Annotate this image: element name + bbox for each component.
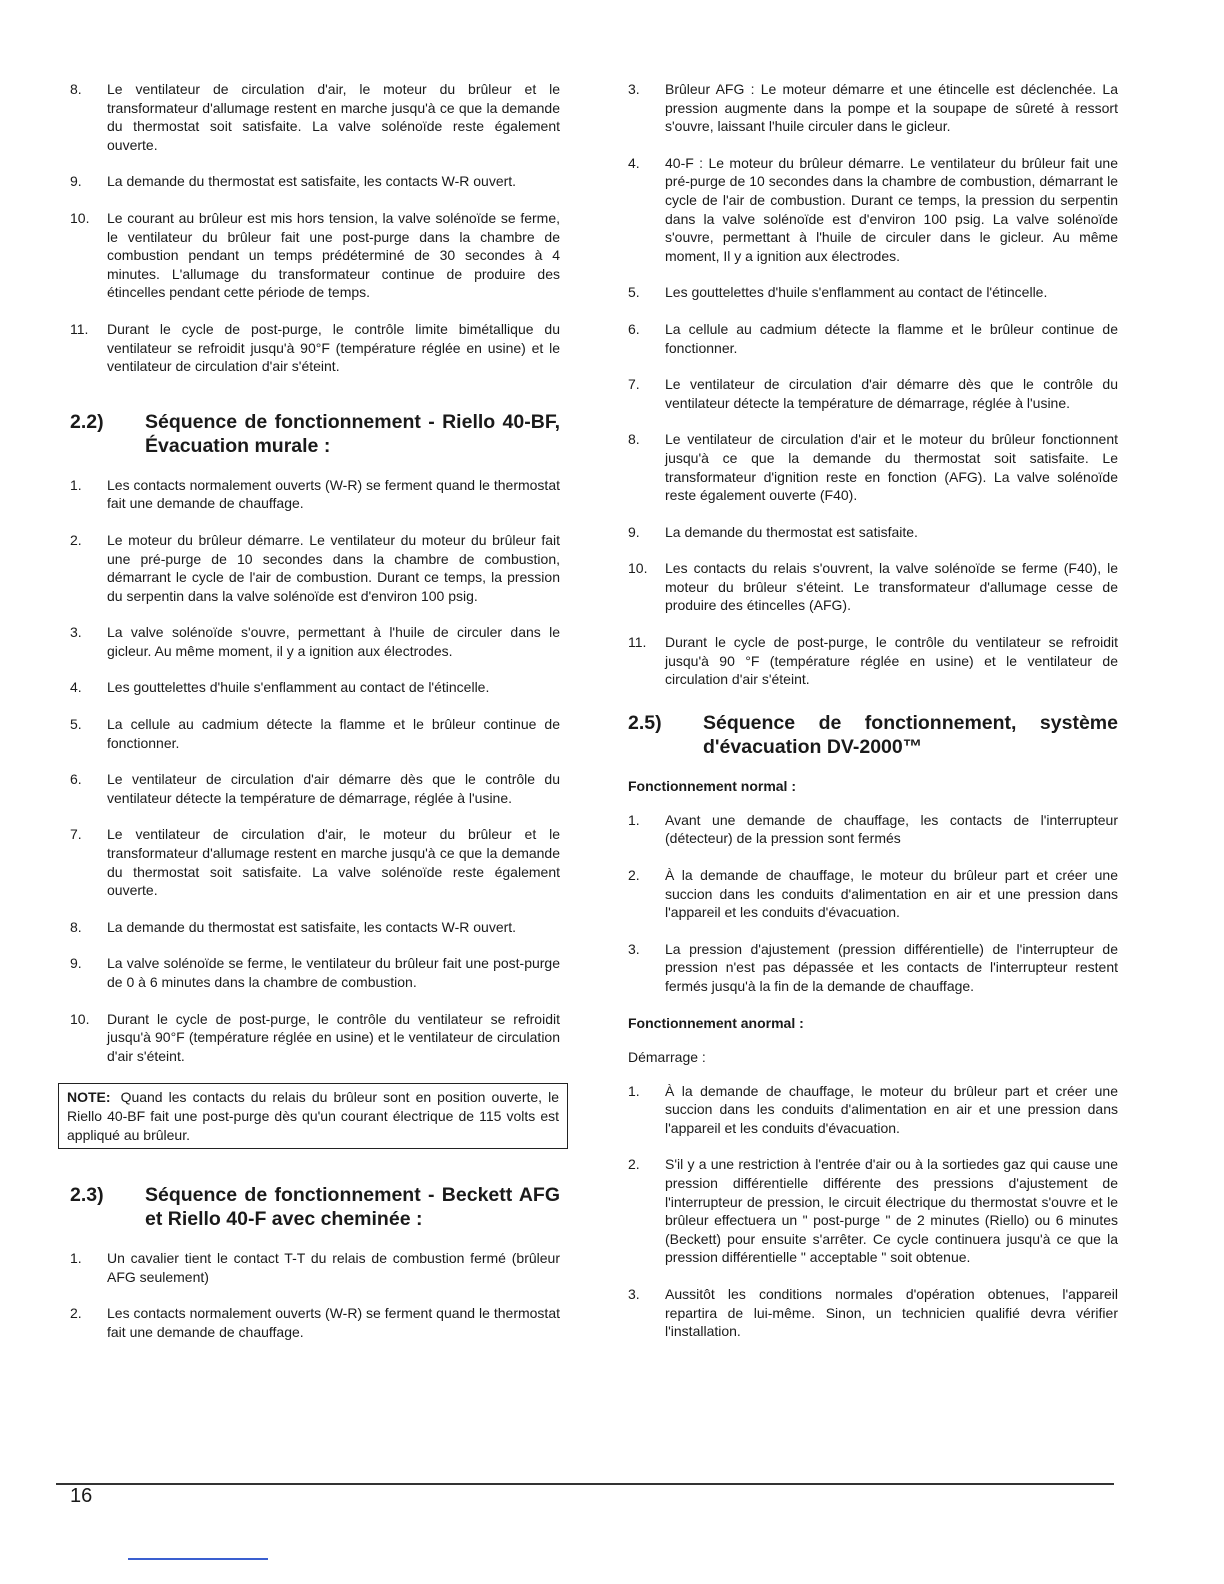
- list-item: [628, 523, 1118, 542]
- item-text: Le ventilateur de circulation d'air, le moteur du brûleur et le transformateur d'allumage restent en marche jusqu'à ce que la demande du thermostat soit satisfaite. La valve solénoïde reste également ouverte.: [107, 826, 560, 899]
- item-number: 6.: [70, 771, 82, 788]
- normal-operation-label: Fonctionnement normal :: [628, 777, 796, 794]
- section-title: Séquence de fonctionnement - Beckett AFG et Riello 40-F avec cheminée :: [145, 1184, 560, 1231]
- section-heading-2-3: [70, 1183, 560, 1231]
- section-title: Séquence de fonctionnement, système d'évacuation DV-2000™: [703, 711, 1118, 758]
- item-number: 9.: [70, 955, 82, 972]
- item-text: Durant le cycle de post-purge, le contrôle limite bimétallique du ventilateur se refroidit jusqu'à 90°F (température réglée en usine) et le ventilateur de circulation d'air s'éteint.: [107, 320, 560, 375]
- list-beckett-afg: [70, 1249, 560, 1341]
- list-item: [70, 715, 560, 752]
- item-text: 40-F : Le moteur du brûleur démarre. Le ventilateur du brûleur fait une pré-purge de 10 secondes dans la chambre de combustion, démarrant le cycle de l'air de combustion. Durant ce temps, la pression du serpentin dans la valve solénoïde est d'environ 100 psig. La valve solénoïde s'ouvre, permettant à l'huile de circuler dans le gicleur. Au même moment, Il y a ignition aux électrodes.: [665, 154, 1118, 264]
- list-item: [628, 283, 1118, 302]
- note-text: Quand les contacts du relais du brûleur sont en position ouverte, le Riello 40-BF fait une post-purge dès qu'un courant électrique de 115 volts est appliqué au brûleur.: [67, 1089, 559, 1143]
- item-text: La pression d'ajustement (pression différentielle) de l'interrupteur de pression n'est pas dépassée et les contacts de l'interrupteur restent fermés jusqu'à la fin de la demande de chauffage.: [665, 940, 1118, 994]
- bottom-rule: [128, 1558, 268, 1560]
- item-text: Un cavalier tient le contact T-T du relais de combustion fermé (brûleur AFG seulement): [107, 1250, 560, 1285]
- item-text: Les gouttelettes d'huile s'enflamment au contact de l'étincelle.: [107, 679, 490, 696]
- list-riello-40bf: [70, 476, 560, 1066]
- item-text: Le courant au brûleur est mis hors tension, la valve solénoïde se ferme, le ventilateur du brûleur fait une post-purge dans la chambre de combustion pendant un temps prédéterminé de 30 secondes à 4 minutes. L'allumage du transformateur continue de produire des étincelles pendant cette période de temps.: [107, 209, 560, 301]
- section-heading-2-5: [628, 711, 1118, 759]
- list-item: [70, 1249, 560, 1286]
- list-item: [70, 172, 560, 191]
- item-number: 8.: [70, 81, 82, 97]
- item-number: 11.: [70, 320, 89, 337]
- list-item: [628, 80, 1118, 136]
- item-number: 10.: [70, 209, 90, 226]
- list-item: [70, 678, 560, 697]
- item-number: 10.: [70, 1010, 90, 1027]
- list-item: [70, 1010, 560, 1066]
- item-text: Les contacts normalement ouverts (W-R) se ferment quand le thermostat fait une demande de chauffage.: [107, 476, 560, 512]
- item-number: 8.: [628, 431, 640, 448]
- item-text: Durant le cycle de post-purge, le contrôle du ventilateur se refroidit jusqu'à 90 °F (température réglée en usine) et le ventilateur de circulation d'air s'éteint.: [665, 634, 1118, 688]
- list-item: [628, 1155, 1118, 1267]
- section-number: 2.5): [628, 711, 662, 734]
- item-number: 3.: [628, 940, 640, 957]
- list-item: [70, 1304, 560, 1341]
- section-title: Séquence de fonctionnement - Riello 40-BF, Évacuation murale :: [145, 410, 560, 457]
- item-number: 2.: [628, 867, 640, 884]
- list-item: [628, 559, 1118, 615]
- item-number: 9.: [70, 173, 82, 190]
- item-number: 1.: [628, 1082, 640, 1099]
- item-number: 1.: [70, 476, 82, 493]
- section-heading-2-2: [70, 410, 560, 458]
- note-box: [58, 1083, 568, 1149]
- list-item: [628, 1082, 1118, 1138]
- item-text: Les gouttelettes d'huile s'enflamment au contact de l'étincelle.: [665, 284, 1048, 301]
- footer-rule: [56, 1483, 1114, 1485]
- list-item: [628, 1285, 1118, 1341]
- left-column: [67, 80, 560, 1360]
- item-text: La valve solénoïde se ferme, le ventilateur du brûleur fait une post-purge de 0 à 6 minutes dans la chambre de combustion.: [107, 955, 560, 990]
- list-item: [70, 531, 560, 605]
- item-text: Le ventilateur de circulation d'air démarre dès que le contrôle du ventilateur détecte la température de démarrage, réglée à l'usine.: [107, 771, 560, 806]
- item-number: 11.: [628, 634, 647, 651]
- startup-label: Démarrage :: [628, 1048, 706, 1065]
- item-number: 3.: [628, 81, 640, 97]
- item-number: 2.: [628, 1156, 640, 1173]
- section-number: 2.3): [70, 1184, 104, 1207]
- item-text: Le ventilateur de circulation d'air démarre dès que le contrôle du ventilateur détecte la température de démarrage, réglée à l'usine.: [665, 376, 1118, 411]
- list-item: [628, 320, 1118, 357]
- item-text: Le ventilateur de circulation d'air et le moteur du brûleur fonctionnent jusqu'à ce que la demande du thermostat soit satisfaite. Le transformateur d'ignition reste en fonction (AFG). La valve solénoïde reste également ouverte (F40).: [665, 431, 1118, 504]
- list-item: [628, 633, 1118, 689]
- list-item: [70, 320, 560, 376]
- item-text: Les contacts normalement ouverts (W-R) se ferment quand le thermostat fait une demande de chauffage.: [107, 1305, 560, 1340]
- item-text: Le ventilateur de circulation d'air, le moteur du brûleur et le transformateur d'allumage restent en marche jusqu'à ce que la demande du thermostat soit satisfaite. La valve solénoïde reste également ouverte.: [107, 81, 560, 153]
- item-number: 8.: [70, 918, 82, 935]
- section-number: 2.2): [70, 410, 104, 433]
- item-number: 1.: [70, 1250, 82, 1267]
- list-item: [628, 430, 1118, 504]
- item-number: 4.: [70, 679, 82, 696]
- item-text: Brûleur AFG : Le moteur démarre et une étincelle est déclenchée. La pression augmente dans la pompe et la soupape de sûreté à ressort s'ouvre, laissant l'huile circuler dans le gicleur.: [665, 81, 1118, 135]
- item-number: 1.: [628, 811, 640, 828]
- right-column: [628, 80, 1118, 1359]
- item-number: 2.: [70, 1305, 82, 1322]
- item-number: 7.: [628, 376, 640, 393]
- list-item: [70, 918, 560, 937]
- list-item: [70, 209, 560, 302]
- page-number: 16: [70, 1485, 93, 1507]
- abnormal-operation-label: Fonctionnement anormal :: [628, 1014, 804, 1031]
- item-text: Avant une demande de chauffage, les contacts de l'interrupteur (détecteur) de la pression sont fermés: [665, 811, 1118, 847]
- list-item: [70, 476, 560, 513]
- item-number: 6.: [628, 320, 640, 337]
- list-post-purge: [70, 80, 560, 376]
- item-number: 9.: [628, 523, 640, 540]
- item-text: La demande du thermostat est satisfaite, les contacts W-R ouvert.: [107, 918, 517, 935]
- item-text: À la demande de chauffage, le moteur du brûleur part et créer une succion dans les conduits d'alimentation en air et une pression dans l'appareil et les conduits d'évacuation.: [665, 867, 1118, 921]
- list-item: [628, 866, 1118, 922]
- item-text: La valve solénoïde s'ouvre, permettant à l'huile de circuler dans le gicleur. Au même moment, il y a ignition aux électrodes.: [107, 624, 560, 659]
- list-item: [70, 623, 560, 660]
- list-item: [628, 154, 1118, 266]
- item-number: 2.: [70, 531, 82, 548]
- item-text: Les contacts du relais s'ouvrent, la valve solénoïde se ferme (F40), le moteur du brûleur s'éteint. Le transformateur d'allumage cesse de produire des étincelles (AFG).: [665, 560, 1118, 614]
- item-text: La cellule au cadmium détecte la flamme et le brûleur continue de fonctionner.: [107, 716, 560, 751]
- list-item: [628, 940, 1118, 996]
- list-item: [70, 80, 560, 154]
- item-text: S'il y a une restriction à l'entrée d'air ou à la sortiedes gaz qui cause une pression différentielle différente des pressions d'ajustement de l'interrupteur de pression, le circuit électrique du thermostat s'ouvre et le brûleur effectuera un " post-purge " de 2 minutes (Riello) ou 6 minutes (Beckett) pour ensuite s'arrêter. Ce cycle continuera jusqu'à ce que la pression différentielle " acceptable " soit obtenue.: [665, 1156, 1118, 1266]
- item-text: Aussitôt les conditions normales d'opération obtenues, l'appareil repartira de lui-même. Sinon, un technicien qualifié devra vérifier l'installation.: [665, 1285, 1118, 1340]
- list-item: [70, 825, 560, 899]
- item-text: La demande du thermostat est satisfaite.: [665, 523, 918, 540]
- item-number: 3.: [628, 1285, 640, 1302]
- list-item: [70, 770, 560, 807]
- list-abnormal-operation: [628, 1082, 1118, 1341]
- list-normal-operation: [628, 811, 1118, 996]
- item-text: La demande du thermostat est satisfaite, les contacts W-R ouvert.: [107, 173, 517, 190]
- item-text: Le moteur du brûleur démarre. Le ventilateur du moteur du brûleur fait une pré-purge de 10 secondes dans la chambre de combustion, démarrant le cycle de l'air de combustion. Durant ce temps, la pression du serpentin dans la valve solénoïde est d'environ 100 psig.: [107, 531, 560, 604]
- item-text: Durant le cycle de post-purge, le contrôle du ventilateur se refroidit jusqu'à 90°F (température réglée en usine) et le ventilateur de circulation d'air s'éteint.: [107, 1010, 560, 1064]
- item-number: 3.: [70, 624, 82, 641]
- item-number: 5.: [70, 716, 82, 733]
- item-text: La cellule au cadmium détecte la flamme et le brûleur continue de fonctionner.: [665, 320, 1118, 356]
- note-label: NOTE:: [67, 1089, 111, 1106]
- list-item: [628, 811, 1118, 848]
- item-text: À la demande de chauffage, le moteur du brûleur part et créer une succion dans les conduits d'alimentation en air et une pression dans l'appareil et les conduits d'évacuation.: [665, 1082, 1118, 1136]
- list-item: [628, 375, 1118, 412]
- item-number: 5.: [628, 284, 640, 301]
- list-item: [70, 954, 560, 991]
- item-number: 4.: [628, 154, 640, 171]
- list-afg-continued: [628, 80, 1118, 689]
- item-number: 7.: [70, 826, 82, 843]
- item-number: 10.: [628, 560, 648, 577]
